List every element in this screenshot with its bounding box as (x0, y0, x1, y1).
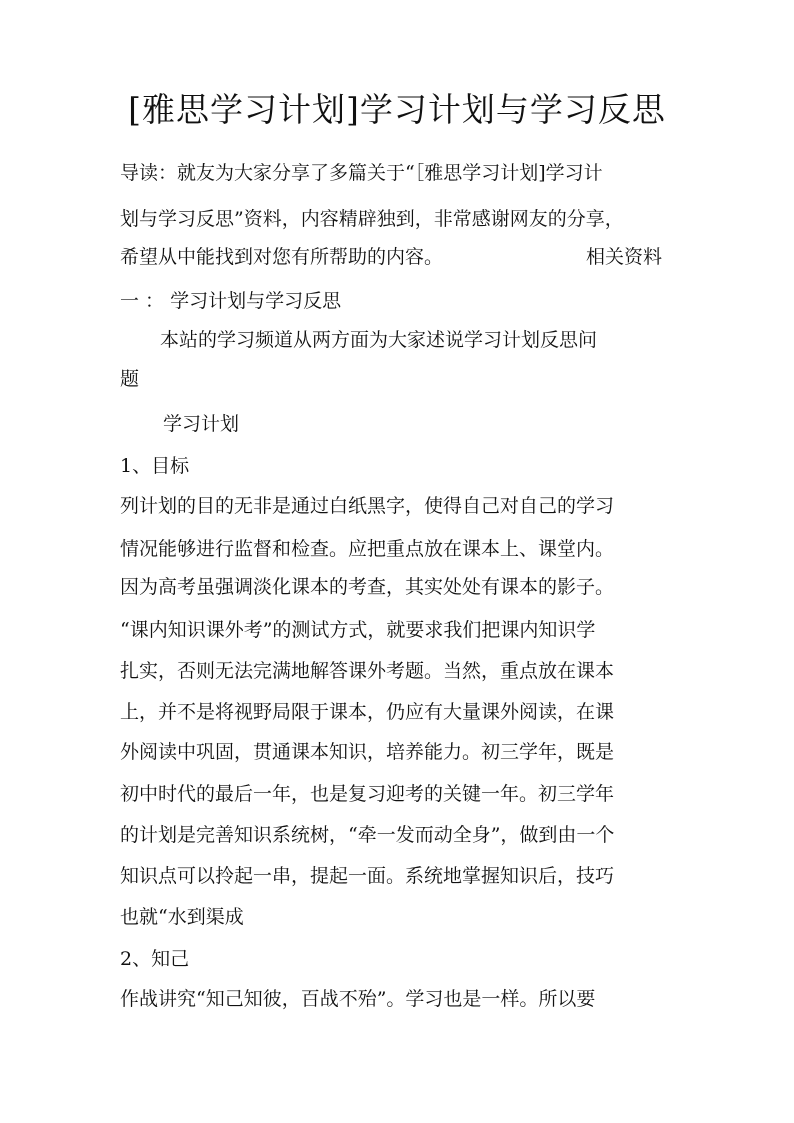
paragraph-line: 初中时代的最后一年，也是复习迎考的关键一年。初三学年 (120, 783, 615, 805)
paragraph-line: “课内知识课外考”的测试方式，就要求我们把课内知识学 (120, 619, 596, 641)
subheading-study-plan: 学习计划 (163, 413, 240, 435)
paragraph-line: 本站的学习频道从两方面为大家述说学习计划反思问 (160, 329, 598, 351)
intro-line-3 (120, 243, 680, 271)
paragraph-line: 扎实，否则无法完满地解答课外考题。当然，重点放在课本 (120, 660, 615, 682)
paragraph-line: 作战讲究“知己知彼，百战不殆”。学习也是一样。所以要 (120, 988, 596, 1010)
related-label: 相关资料 (586, 246, 663, 268)
intro-line-2: 划与学习反思”资料，内容精辟独到，非常感谢网友的分享， (120, 208, 624, 230)
paragraph-line: 也就“水到渠成 (120, 906, 244, 928)
subheading-goal: 1、目标 (120, 455, 190, 477)
document-title: [雅思学习计划]学习计划与学习反思 (128, 90, 666, 129)
paragraph-line: 知识点可以拎起一串，提起一面。系统地掌握知识后，技巧 (120, 865, 615, 887)
paragraph-line: 题 (120, 368, 140, 390)
paragraph-line: 列计划的目的无非是通过白纸黑字，使得自己对自己的学习 (120, 495, 615, 517)
paragraph-line: 上，并不是将视野局限于课本，仍应有大量课外阅读，在课 (120, 701, 615, 723)
subheading-know-yourself: 2、知己 (120, 948, 190, 970)
intro-line-3-text: 希望从中能找到对您有所帮助的内容。 (120, 246, 444, 268)
paragraph-line: 外阅读中巩固，贯通课本知识，培养能力。初三学年，既是 (120, 741, 615, 763)
paragraph-line: 因为高考虽强调淡化课本的考查，其实处处有课本的影子。 (120, 576, 615, 598)
paragraph-line: 的计划是完善知识系统树，“牵一发而动全身”，做到由一个 (120, 824, 615, 846)
paragraph-line: 情况能够进行监督和检查。应把重点放在课本上、课堂内。 (120, 538, 615, 560)
section-heading-1: 一 ： 学习计划与学习反思 (120, 290, 342, 312)
intro-line-1: 导读：就友为大家分享了多篇关于“［雅思学习计划]学习计 (120, 162, 603, 184)
